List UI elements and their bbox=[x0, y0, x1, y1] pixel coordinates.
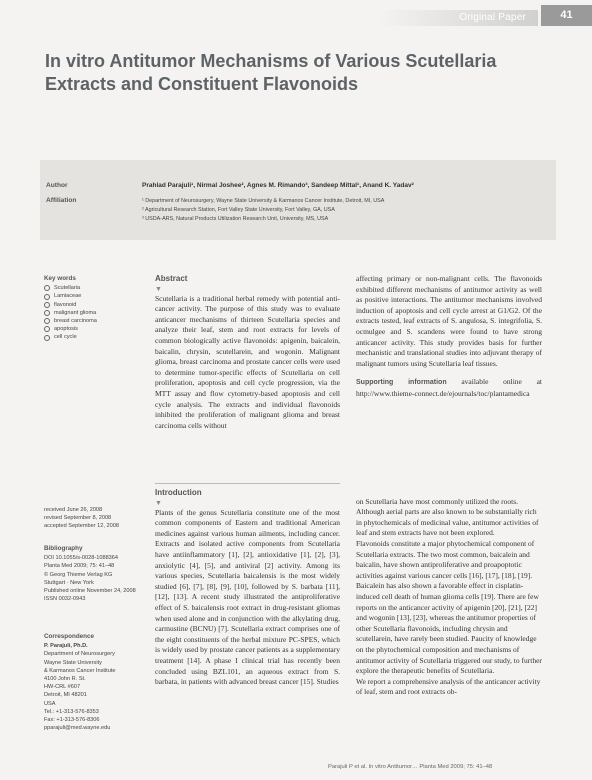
correspondence-heading: Correspondence bbox=[44, 633, 95, 640]
intro-column-2 bbox=[356, 486, 542, 708]
abstract-heading: Abstract bbox=[155, 274, 188, 283]
bullet-icon bbox=[44, 285, 50, 291]
correspondence-line: HW-CRL #607 bbox=[44, 684, 81, 691]
correspondence-name: P. Parajuli, Ph.D. bbox=[44, 643, 88, 650]
bibliography-line: Planta Med 2009; 75: 41–48 bbox=[44, 563, 115, 570]
doi-line[interactable]: DOI 10.1055/s-0028-1088364 bbox=[44, 555, 119, 562]
article-title bbox=[45, 50, 545, 96]
abstract-text-continued: affecting primary or non-malignant cells. The flavonoids exhibited different mechanisms of antitumor activity as well as positive interactions. The antitumor mechanisms involved induction of apoptosis and cell cycle arrest at G1/G2. Of the extracts tested, leaf extracts of S. angulosa, S. integrifolia, S. ocmulgee and S. scandens were found to have strong anticancer activity. This study provides basis for further mechanistic and translational studies into adjuvant therapy of malignant tumors using Scutellaria leaf tissues. bbox=[356, 274, 542, 368]
author-box bbox=[40, 160, 556, 240]
page-header bbox=[0, 0, 592, 28]
abstract-column-1 bbox=[155, 274, 340, 431]
section-divider bbox=[155, 483, 340, 484]
keyword-item: flavonoid bbox=[44, 301, 144, 309]
section-marker-icon: ▼ bbox=[155, 285, 162, 293]
bullet-icon bbox=[44, 302, 50, 308]
bibliography-line: © Georg Thieme Verlag KG bbox=[44, 571, 113, 578]
abstract-text: Scutellaria is a traditional herbal remedy with potential anti-cancer activity. The purpose of this study was to evaluate anticancer mechanisms of thirteen Scutellaria species and analyze their leaf, stem and root extracts for levels of common biologically active flavonoids: apigenin, baicalein, baicalin, chrysin, scutellarein, and wogonin. Malignant glioma, breast carcinoma and prostate cancer cells were used to determine tumor-specific effects of Scutellaria on cell proliferation, apoptosis and cell cycle progression, via the MTT assay and flow cytometry-based apoptosis and cell cycle analysis. The extracts and individual flavonoids inhibited the proliferation of malignant glioma and breast carcinoma cells without bbox=[155, 293, 340, 430]
intro-text-continued: on Scutellaria have most commonly utilized the roots. Although aerial parts are also known to be substantially rich in phytochemicals of medicinal value, antitumor activities of leaf and stem extracts have not been explored. Flavonoids constitute a major phytochemical component of Scutellaria extracts. The two most common, baicalein and baicalin, have shown antiproliferative and proapoptotic activities against various cancer cells [16], [17], [18], [19]. Baicalein has also shown a favorable effect in cisplatin-induced cell death of human glioma cells [19]. There are few reports on the anticancer activity of apigenin [20], [21], [22] and wogonin [13], [23], whereas the antitumor properties of other Scutellaria flavonoids, including chrysin and scutellarein, have rarely been studied. Paucity of knowledge on the phytochemical composition and mechanisms of antitumor activity of Scutellaria triggered our study, to further explore the therapeutic benefits of Scutellaria. We report a comprehensive analysis of the anticancer activity of leaf, stem and root extracts ob- bbox=[356, 496, 542, 697]
title-line-1: In vitro Antitumor Mechanisms of Various Scutellaria bbox=[45, 51, 497, 71]
title-line-2: Extracts and Constituent Flavonoids bbox=[45, 74, 359, 94]
keyword-item: breast carcinoma bbox=[44, 317, 144, 325]
keyword-item: cell cycle bbox=[44, 333, 144, 341]
history-item: revised September 8, 2008 bbox=[44, 515, 112, 522]
bullet-icon bbox=[44, 335, 50, 341]
keywords-block bbox=[44, 275, 144, 342]
author-label: Author bbox=[46, 182, 68, 189]
supporting-info bbox=[356, 377, 542, 399]
bibliography-line: ISSN 0032-0943 bbox=[44, 596, 86, 603]
keyword-item: malignant glioma bbox=[44, 309, 144, 317]
supporting-heading: Supporting information bbox=[356, 379, 447, 387]
correspondence-line: & Karmanos Cancer Institute bbox=[44, 667, 116, 674]
keyword-item: apoptosis bbox=[44, 325, 144, 333]
correspondence-line: Fax: +1-313-576-8306 bbox=[44, 717, 100, 724]
correspondence-line: 4100 John R. St. bbox=[44, 676, 86, 683]
bibliography-line: Published online November 24, 2008 bbox=[44, 588, 136, 595]
history-item: accepted September 12, 2008 bbox=[44, 523, 119, 530]
keyword-item: Scutellaria bbox=[44, 284, 144, 292]
section-label: Original Paper bbox=[459, 12, 526, 23]
correspondence-line: Department of Neurosurgery bbox=[44, 651, 115, 658]
bullet-icon bbox=[44, 294, 50, 300]
history-block bbox=[44, 506, 144, 531]
abstract-column-2 bbox=[356, 274, 542, 400]
bibliography-line: Stuttgart · New York bbox=[44, 579, 94, 586]
correspondence-line: Detroit, MI 48201 bbox=[44, 692, 87, 699]
correspondence-line: Wayne State University bbox=[44, 659, 102, 666]
section-marker-icon: ▼ bbox=[155, 499, 162, 507]
introduction-heading: Introduction bbox=[155, 488, 202, 497]
intro-text: Plants of the genus Scutellaria constitute one of the most common components of Eastern and traditional American medicines against various human ailments, including cancer. Extracts and isolated active components from Scutellaria have antiinflammatory [1], [2], antioxidative [1], [2], [3], anxiolytic [4], [5], and antiviral [2] activity. Among its various species, Scutellaria baicalensis is the most widely studied [6], [7], [8], [9], [10], followed by S. barbata [11], [12], [13]. A recent study illustrated the antiproliferative effect of S. baicalensis root extract in drug-resistant gliomas when used alone and in conjunction with the alkylating drug, carmustine (BCNU) [7]. Scutellaria extract comprises one of the eight constituents of the herbal mixture PC-SPES, which is widely used by prostate cancer patients as a supplementary treatment [14]. A phase I clinical trial has recently been concluded using BZL101, an aqueous extract from S. barbata, in patients with advanced breast cancer [15]. Studies bbox=[155, 507, 340, 687]
bibliography-heading: Bibliography bbox=[44, 545, 83, 552]
correspondence-line: USA bbox=[44, 700, 56, 707]
page-number: 41 bbox=[541, 5, 592, 26]
intro-column-1 bbox=[155, 488, 340, 688]
affiliation-item: ² Agricultural Research Station, Fort Valley State University, Fort Valley, GA, USA bbox=[142, 207, 335, 213]
page-footer: Parajuli P et al. In vitro Antitumor… Planta Med 2009; 75: 41–48 bbox=[328, 764, 493, 770]
history-item: received June 26, 2008 bbox=[44, 507, 103, 513]
bullet-icon bbox=[44, 326, 50, 332]
affiliation-item: ¹ Department of Neurosurgery, Wayne State University & Karmanos Cancer Institute, Detroit, MI, USA bbox=[142, 198, 385, 204]
correspondence-line: Tel.: +1-313-576-8353 bbox=[44, 708, 99, 715]
affiliation-item: ³ USDA-ARS, Natural Products Utilization Research Unit, University, MS, USA bbox=[142, 216, 329, 222]
affiliation-list bbox=[142, 197, 384, 224]
correspondence-block bbox=[44, 633, 144, 732]
supporting-text[interactable]: available online at http://www.thieme-connect.de/ejournals/toc/plantamedica bbox=[356, 377, 542, 398]
affiliation-label: Affiliation bbox=[46, 197, 77, 204]
keyword-item: Lamiaceae bbox=[44, 292, 144, 300]
bibliography-block bbox=[44, 545, 144, 603]
author-list: Prahlad Parajuli¹, Nirmal Joshee², Agnes M. Rimando³, Sandeep Mittal¹, Anand K. Yadav² bbox=[142, 182, 414, 189]
keywords-heading: Key words bbox=[44, 275, 76, 282]
bullet-icon bbox=[44, 318, 50, 324]
email-link[interactable]: pparajuli@med.wayne.edu bbox=[44, 725, 111, 732]
bullet-icon bbox=[44, 310, 50, 316]
